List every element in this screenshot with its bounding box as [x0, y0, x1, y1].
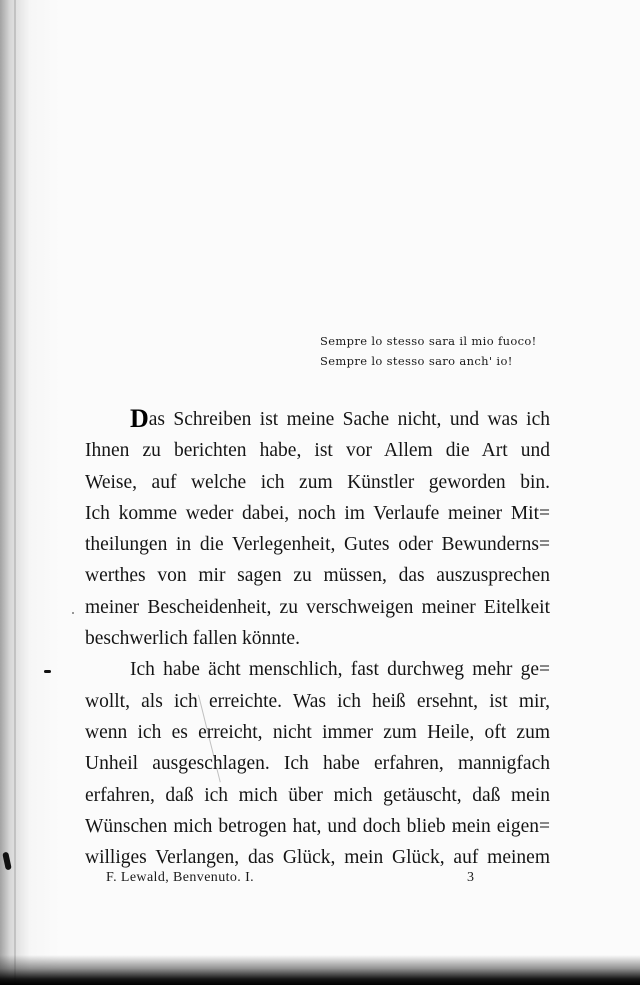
text-line: wollt, als ich erreichte. Was ich heiß ersehnt, ist mir,: [85, 690, 550, 712]
text-line: meiner Bescheidenheit, zu verschweigen meiner Eitelkeit: [85, 596, 550, 618]
text-line: beschwerlich fallen könnte.: [85, 628, 300, 650]
page-binding-edge: [14, 0, 16, 985]
text-line: theilungen in die Verlegenheit, Gutes oder Bewunderns=: [85, 534, 550, 556]
text-line: Wünschen mich betrogen hat, und doch blieb mein eigen=: [85, 815, 550, 837]
dust-speck: [72, 612, 74, 614]
body-text: [85, 404, 550, 873]
text-line: Ich habe ächt menschlich, fast durchweg mehr ge=: [130, 659, 550, 681]
paragraph-1: [85, 404, 550, 654]
paragraph-2: [85, 654, 550, 873]
text-line: wenn ich es erreicht, nicht immer zum Heile, oft zum: [85, 721, 550, 743]
epigraph-line: Sempre lo stesso sara il mio fuoco!: [320, 334, 537, 348]
text-line: Ich komme weder dabei, noch im Verlaufe meiner Mit=: [85, 502, 550, 524]
drop-cap: D: [130, 404, 149, 433]
scan-bottom-shadow: [0, 955, 640, 985]
text-line: Ihnen zu berichten habe, ist vor Allem die Art und: [85, 440, 550, 462]
line-text: as Schreiben ist meine Sache nicht, und was ich: [148, 409, 550, 430]
page-number: 3: [467, 870, 474, 885]
text-line: [85, 404, 550, 435]
text-line: werthes von mir sagen zu müssen, das auszusprechen: [85, 565, 550, 587]
margin-mark: [44, 670, 51, 673]
text-line: Weise, auf welche ich zum Künstler geworden bin.: [85, 471, 550, 493]
epigraph: [320, 331, 560, 371]
epigraph-line: Sempre lo stesso saro anch' io!: [320, 354, 513, 368]
ink-blot: [2, 852, 12, 871]
text-line: williges Verlangen, das Glück, mein Glück, auf meinem: [85, 847, 550, 869]
signature-line: F. Lewald, Benvenuto. I.: [106, 870, 255, 885]
text-line: erfahren, daß ich mich über mich getäuscht, daß mein: [85, 784, 550, 806]
text-line: Unheil ausgeschlagen. Ich habe erfahren, mannigfach: [85, 753, 550, 775]
